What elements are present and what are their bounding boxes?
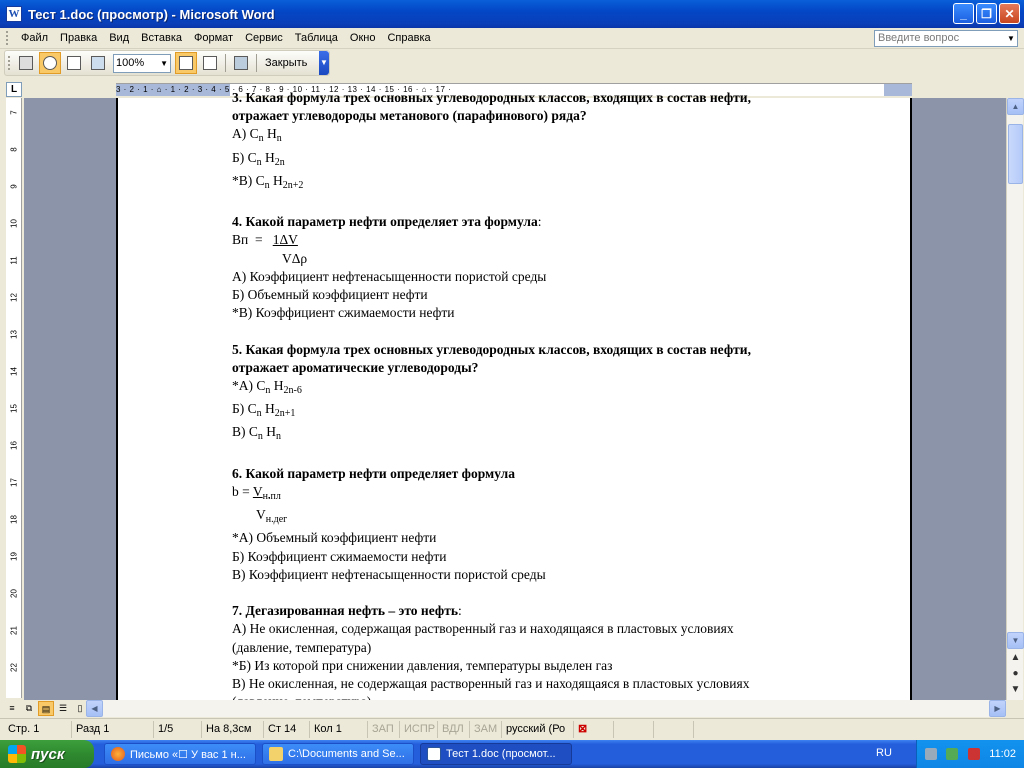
zoom-select[interactable] <box>113 54 171 73</box>
taskbar-item-label: C:\Documents and Se... <box>288 748 405 760</box>
question-6-option-b: Б) Коэффициент сжимаемости нефти <box>232 548 447 564</box>
close-button[interactable]: ✕ <box>999 3 1020 24</box>
select-browse-object-icon[interactable]: ● <box>1012 668 1019 679</box>
chevron-down-icon: ▼ <box>160 58 168 68</box>
title-bar <box>0 0 1024 28</box>
firefox-icon <box>111 747 125 761</box>
vertical-scroll-thumb[interactable] <box>1008 124 1023 184</box>
magnifier-icon <box>43 56 57 70</box>
ruler-numbers: 3 · 2 · 1 · ⌂ · 1 · 2 · 3 · 4 · 5 · 6 · 7 · 8 · 9 · 10 · 11 · 12 · 13 · 14 · 15 · 16 · ⌂ · 17 · <box>116 85 452 94</box>
subscript: н.пл <box>262 491 281 503</box>
network-icon[interactable] <box>925 748 937 760</box>
question-3-title: 3. Какая формула трех основных углеводородных классов, входящих в состав нефти, <box>232 90 751 105</box>
vruler-number: 13 <box>9 330 19 339</box>
option-text: Б) C <box>232 401 257 417</box>
question-4-title <box>232 213 872 231</box>
question-7-title-text: 7. Дегазированная нефть – это нефть <box>232 603 458 619</box>
print-preview-toolbar <box>4 50 330 76</box>
outline-view-button[interactable]: ☰ <box>58 703 68 713</box>
multiple-pages-icon <box>91 56 105 70</box>
tab-selector[interactable]: L <box>6 82 22 97</box>
scroll-up-icon[interactable]: ▲ <box>1007 98 1024 115</box>
subscript: n <box>264 179 270 191</box>
status-overtype[interactable]: ЗАМ <box>470 721 502 738</box>
option-text: Б) C <box>232 149 257 165</box>
vruler-number: 22 <box>9 663 19 672</box>
formula-lhs: Вп = <box>232 232 273 248</box>
option-text: H <box>270 378 284 394</box>
option-text: H <box>261 401 275 417</box>
option-text: H <box>263 126 277 142</box>
vruler-number: 15 <box>9 404 19 413</box>
ask-question-placeholder: Введите вопрос <box>878 32 960 44</box>
vruler-number: 14 <box>9 367 19 376</box>
question-6-option-a: *А) Объемный коэффициент нефти <box>232 530 437 546</box>
status-record-macro[interactable]: ЗАП <box>368 721 400 738</box>
option-text: В) C <box>232 424 258 440</box>
next-page-icon[interactable]: ▼ <box>1010 684 1021 695</box>
question-5-option-b <box>232 400 872 423</box>
menu-table[interactable]: Таблица <box>294 32 338 44</box>
status-line: Ст 14 <box>264 721 310 738</box>
blank-line <box>232 584 872 602</box>
full-screen-icon <box>234 56 248 70</box>
start-label: пуск <box>31 745 65 763</box>
vruler-number: 8 <box>9 147 19 152</box>
option-text: H <box>262 424 277 440</box>
subscript: n <box>276 133 282 145</box>
view-ruler-button[interactable] <box>175 52 197 74</box>
multiple-pages-button[interactable] <box>87 52 109 74</box>
option-text: H <box>261 149 275 165</box>
question-4-formula-denominator <box>232 250 872 268</box>
zoom-value: 100% <box>116 57 145 69</box>
formula-lhs: b = <box>232 484 253 500</box>
menu-grip[interactable] <box>6 31 9 45</box>
subscript: 2n+1 <box>274 408 296 420</box>
formula-numerator <box>252 484 281 503</box>
menu-window[interactable]: Окно <box>349 32 376 44</box>
question-4-title-text: 4. Какой параметр нефти определяет эта формула <box>232 214 538 230</box>
toolbar-separator <box>225 54 226 72</box>
taskbar-item-label: Тест 1.doc (просмот... <box>446 748 556 760</box>
toolbar-grip[interactable] <box>8 56 11 70</box>
close-preview-button[interactable]: Закрыть <box>265 57 308 69</box>
start-button[interactable] <box>0 740 94 768</box>
vruler-number: 19 <box>9 552 19 561</box>
subscript: 2n-6 <box>283 385 302 397</box>
menu-tools[interactable]: Сервис <box>245 32 283 44</box>
status-extend[interactable]: ВДЛ <box>438 721 470 738</box>
scroll-down-icon[interactable]: ▼ <box>1007 632 1024 649</box>
one-page-button[interactable] <box>63 52 85 74</box>
question-7-option-a-line2: (давление, температура) <box>232 639 372 655</box>
spelling-status-icon[interactable]: ⊠ <box>574 721 614 738</box>
formula-numerator: 1ΔV <box>272 232 298 248</box>
vruler-number: 18 <box>9 515 19 524</box>
question-4-option-b: Б) Объемный коэффициент нефти <box>232 287 428 303</box>
print-layout-view-button[interactable]: ▤ <box>38 701 54 716</box>
status-empty-pane <box>614 721 654 738</box>
one-page-icon <box>67 56 81 70</box>
subscript: 2n <box>274 156 285 168</box>
status-column: Кол 1 <box>310 721 368 738</box>
vertical-ruler[interactable] <box>6 98 22 698</box>
status-track-changes[interactable]: ИСПР <box>400 721 438 738</box>
status-language[interactable]: русский (Ро <box>502 721 574 738</box>
taskbar-item-explorer[interactable] <box>262 743 414 765</box>
magnifier-button[interactable] <box>39 52 61 74</box>
formula-numerator-text: V <box>252 484 263 500</box>
question-7-option-a: А) Не окисленная, содержащая растворенный газ и находящаяся в пластовых условиях <box>232 621 734 637</box>
horizontal-scrollbar[interactable] <box>86 700 1006 717</box>
status-empty-pane <box>654 721 694 738</box>
blank-line <box>232 447 872 465</box>
security-icon[interactable] <box>968 748 980 760</box>
question-3-option-b <box>232 149 872 172</box>
previous-page-icon[interactable]: ▲ <box>1010 652 1021 663</box>
chevron-down-icon[interactable]: ▼ <box>1007 34 1015 43</box>
ask-question-input[interactable] <box>874 30 1018 47</box>
taskbar-item-word[interactable] <box>420 743 572 765</box>
antivirus-icon[interactable] <box>946 748 958 760</box>
question-5-title-line2: отражает ароматические углеводороды? <box>232 359 479 375</box>
scroll-left-icon[interactable]: ◀ <box>86 700 103 717</box>
subscript: n <box>276 431 282 443</box>
toolbar-options-icon[interactable]: ▼ <box>319 51 329 75</box>
vruler-number: 16 <box>9 441 19 450</box>
maximize-button[interactable]: ❐ <box>976 3 997 24</box>
option-text: H <box>269 172 283 188</box>
question-7-title <box>232 602 872 620</box>
question-3-option-a <box>232 125 872 148</box>
vruler-number: 9 <box>9 184 19 189</box>
word-doc-icon <box>427 747 441 761</box>
input-language[interactable]: RU <box>876 747 892 759</box>
menu-insert[interactable]: Вставка <box>141 32 183 44</box>
menu-view[interactable]: Вид <box>109 32 130 44</box>
question-4-formula <box>232 231 872 249</box>
view-and-hscroll-row <box>0 700 1024 717</box>
option-text: *В) C <box>232 172 265 188</box>
vertical-scrollbar[interactable] <box>1006 98 1023 700</box>
status-pages: 1/5 <box>154 721 202 738</box>
ruler-icon <box>179 56 193 70</box>
word-app-icon[interactable]: W <box>6 6 22 22</box>
full-screen-button[interactable] <box>230 52 252 74</box>
reading-layout-view-button[interactable]: ▯ <box>77 703 83 713</box>
shrink-to-fit-button[interactable] <box>199 52 221 74</box>
menu-format[interactable]: Формат <box>194 32 234 44</box>
question-5-title: 5. Какая формула трех основных углеводородных классов, входящих в состав нефти, <box>232 341 751 357</box>
printer-icon <box>19 56 33 70</box>
shrink-icon <box>203 56 217 70</box>
question-3-title-line2: отражает углеводороды метанового (парафинового) ряда? <box>232 108 587 124</box>
formula-denominator: VΔρ <box>282 250 308 266</box>
web-layout-view-button[interactable]: ⧉ <box>25 703 33 713</box>
document-area <box>24 90 1006 700</box>
question-5-option-c <box>232 423 872 446</box>
toolbar-separator <box>256 54 257 72</box>
system-tray <box>916 740 1024 768</box>
question-6-title: 6. Какой параметр нефти определяет формула <box>232 465 515 481</box>
question-7-option-c: В) Не окисленная, не содержащая растворенный газ и находящаяся в пластовых условиях <box>232 676 750 692</box>
question-6-formula-denominator <box>232 506 872 529</box>
menu-bar <box>0 28 1024 49</box>
colon: : <box>537 214 542 230</box>
document-page[interactable] <box>116 90 912 700</box>
subscript: 2n+2 <box>282 179 304 191</box>
option-text: А) C <box>232 126 259 142</box>
vruler-number: 21 <box>9 626 19 635</box>
taskbar-item-firefox[interactable] <box>104 743 256 765</box>
taskbar-item-label: Письмо «☐ У вас 1 н... <box>130 748 246 761</box>
status-position: На 8,3см <box>202 721 264 738</box>
menu-help[interactable]: Справка <box>387 32 431 44</box>
vruler-number: 11 <box>9 256 19 265</box>
status-bar <box>0 718 1024 739</box>
subscript: н.дег <box>265 514 288 526</box>
status-section: Разд 1 <box>72 721 154 738</box>
question-3-option-c <box>232 172 872 195</box>
menu-file[interactable]: Файл <box>21 32 49 44</box>
option-text: *А) C <box>232 378 266 394</box>
question-5-option-a <box>232 377 872 400</box>
window-title: Тест 1.doc (просмотр) - Microsoft Word <box>28 6 275 22</box>
folder-icon <box>269 747 283 761</box>
blank-line <box>232 322 872 340</box>
document-text <box>232 90 872 711</box>
vruler-number: 7 <box>9 110 19 115</box>
windows-logo-icon <box>8 745 26 763</box>
question-4-option-c: *В) Коэффициент сжимаемости нефти <box>232 305 455 321</box>
subscript: n <box>265 385 271 397</box>
subscript: n <box>258 133 264 145</box>
vruler-number: 10 <box>9 219 19 228</box>
question-4-option-a: А) Коэффициент нефтенасыщенности пористой среды <box>232 268 547 284</box>
subscript: n <box>257 431 263 443</box>
clock[interactable]: 11:02 <box>989 748 1016 760</box>
subscript: n <box>256 156 262 168</box>
print-button[interactable] <box>15 52 37 74</box>
vruler-number: 20 <box>9 589 19 598</box>
question-7-option-b: *Б) Из которой при снижении давления, температуры выделен газ <box>232 657 613 673</box>
vruler-number: 17 <box>9 478 19 487</box>
question-6-formula <box>232 483 872 506</box>
subscript: n <box>256 408 262 420</box>
vruler-number: 12 <box>9 293 19 302</box>
formula-denominator: V <box>256 507 266 523</box>
taskbar <box>0 740 1024 768</box>
normal-view-button[interactable]: ≡ <box>9 703 15 713</box>
scroll-right-icon[interactable]: ▶ <box>989 700 1006 717</box>
question-6-option-c: В) Коэффициент нефтенасыщенности пористой среды <box>232 566 546 582</box>
blank-line <box>232 195 872 213</box>
status-page: Стр. 1 <box>0 721 72 738</box>
menu-edit[interactable]: Правка <box>60 32 98 44</box>
minimize-button[interactable]: _ <box>953 3 974 24</box>
colon: : <box>457 603 462 619</box>
